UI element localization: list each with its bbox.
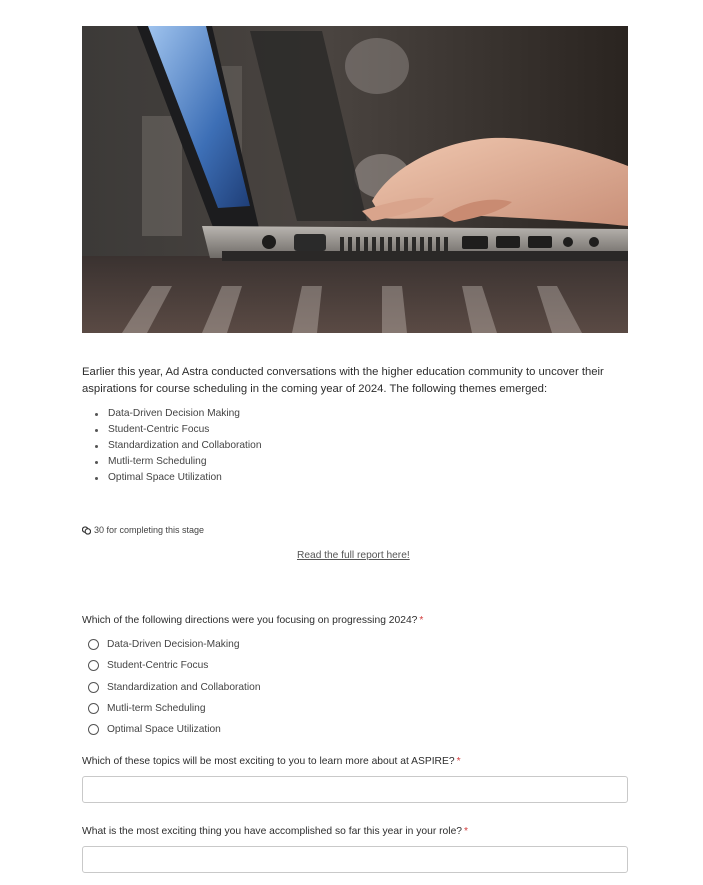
radio-option-data-driven[interactable]: [88, 634, 260, 655]
laptop-photo: [82, 26, 628, 333]
radio-label: Optimal Space Utilization: [107, 724, 221, 736]
focus-radio-group: [88, 634, 260, 740]
radio-label: Mutli-term Scheduling: [107, 703, 206, 715]
radio-button[interactable]: [88, 703, 99, 714]
coins-icon: [82, 526, 91, 535]
question-accomplishment-label: [82, 826, 468, 837]
radio-option-space-utilization[interactable]: [88, 719, 260, 740]
question-text: Which of the following directions were you focusing on progressing 2024?: [82, 615, 418, 626]
question-topics-label: [82, 756, 461, 767]
read-report-link[interactable]: Read the full report here!: [297, 550, 410, 561]
required-marker: *: [419, 615, 424, 626]
radio-option-multi-term[interactable]: [88, 698, 260, 719]
hero-image: [82, 26, 628, 333]
list-item: Student-Centric Focus: [94, 422, 261, 438]
list-item: Mutli-term Scheduling: [94, 454, 261, 470]
question-focus-label: [82, 615, 423, 626]
question-text: Which of these topics will be most exciting to you to learn more about at ASPIRE?: [82, 756, 455, 767]
points-text: 30 for completing this stage: [94, 525, 205, 535]
question-text: What is the most exciting thing you have accomplished so far this year in your role?: [82, 826, 463, 837]
required-marker: *: [456, 756, 461, 767]
themes-list: [94, 406, 261, 486]
radio-button[interactable]: [88, 724, 99, 735]
accomplishment-input[interactable]: [82, 846, 628, 873]
radio-option-standardization[interactable]: [88, 677, 260, 698]
list-item: Optimal Space Utilization: [94, 470, 261, 486]
radio-button[interactable]: [88, 639, 99, 650]
list-item: Data-Driven Decision Making: [94, 406, 261, 422]
radio-button[interactable]: [88, 682, 99, 693]
radio-label: Student-Centric Focus: [107, 660, 209, 672]
list-item: Standardization and Collaboration: [94, 438, 261, 454]
radio-option-student-centric[interactable]: [88, 655, 260, 676]
required-marker: *: [464, 826, 469, 837]
radio-label: Data-Driven Decision-Making: [107, 639, 240, 651]
radio-label: Standardization and Collaboration: [107, 681, 261, 693]
radio-button[interactable]: [88, 660, 99, 671]
intro-paragraph: Earlier this year, Ad Astra conducted conversations with the higher education community to uncover their aspirations for course scheduling in the coming year of 2024. The following themes emerged:: [82, 366, 604, 395]
topics-input[interactable]: [82, 776, 628, 803]
points-reward: [82, 525, 204, 535]
